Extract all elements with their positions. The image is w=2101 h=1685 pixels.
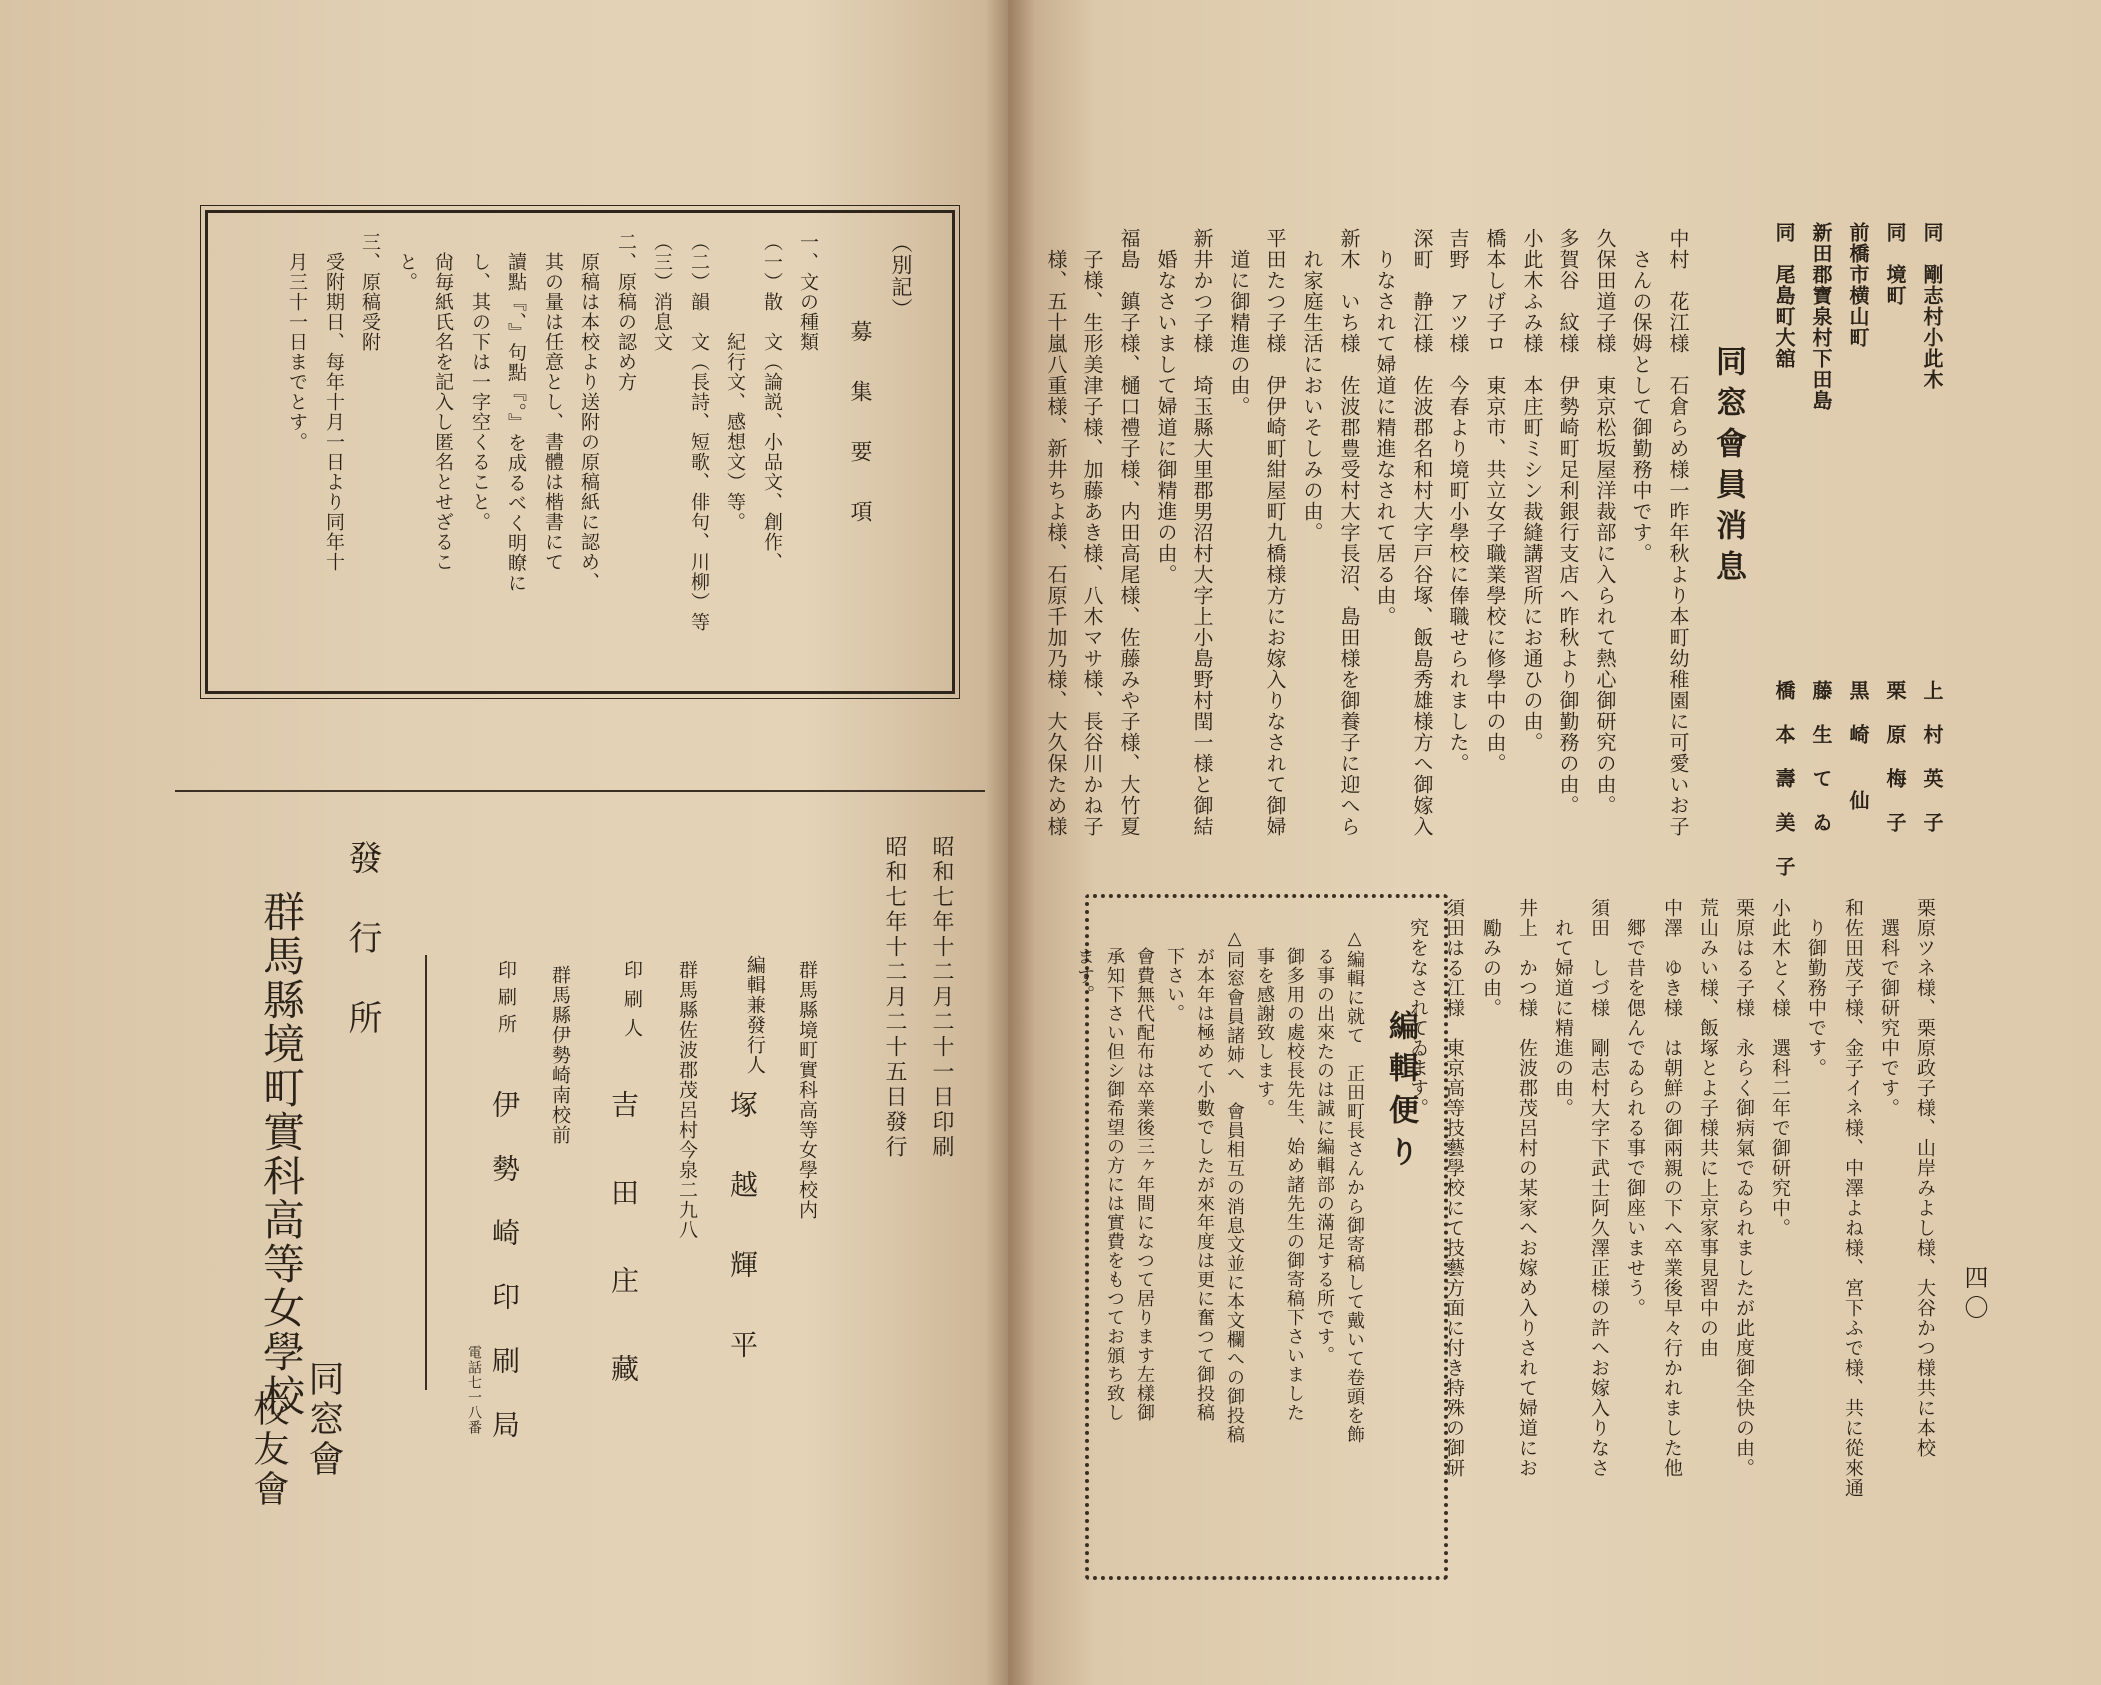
header-place: 同 剛志村小此木 bbox=[1920, 222, 1944, 390]
recruit-line: 二、原稿の認め方 bbox=[615, 232, 637, 392]
printshop-address: 群馬縣伊勢崎南校前 bbox=[549, 965, 571, 1145]
news-line: 久保田道子様 東京松坂屋洋裁部に入られて熱心御研究の由。 bbox=[1593, 228, 1617, 816]
header-name: 栗 原 梅 子 bbox=[1883, 680, 1907, 834]
news-line: 小此木とく様 選科二年で御研究中。 bbox=[1769, 898, 1791, 1238]
recruit-line: 其の量は任意とし、書體は楷書にて bbox=[542, 232, 564, 572]
header-name: 橋 本 壽 美 子 bbox=[1772, 680, 1796, 878]
recruit-line: 原稿は本校より送附の原稿紙に認め、 bbox=[578, 232, 600, 592]
recruit-line: （二）韻 文（長詩、短歌、俳句、川柳）等 bbox=[688, 232, 710, 632]
news-line: 選科で御研究中です。 bbox=[1878, 898, 1900, 1118]
news-line: 小此木ふみ様 本庄町ミシン裁縫講習所にお通ひの由。 bbox=[1520, 228, 1544, 753]
news-line: 究をなされてゐます。 bbox=[1407, 898, 1429, 1118]
book-gutter bbox=[985, 0, 1035, 1685]
publisher-name: 群馬縣境町實科高等女學校 bbox=[257, 890, 306, 1418]
news-line: 道に御精進の由。 bbox=[1227, 228, 1251, 417]
recruit-line: と。 bbox=[396, 232, 418, 292]
note-line: 御多用の處校長先生、始め諸先生の御寄稿下さいました bbox=[1284, 928, 1305, 1422]
issue-date: 昭和七年十二月二十五日發行 bbox=[882, 835, 907, 1160]
news-line: り御勤務中です。 bbox=[1805, 898, 1827, 1078]
recruit-line: 月三十一日までとす。 bbox=[286, 232, 308, 452]
recruit-line: 三、原稿受附 bbox=[359, 232, 381, 352]
publisher-org-1: 同窓會 bbox=[303, 1360, 344, 1480]
news-line: 新井かつ子様 埼玉縣大里郡男沼村大字上小島野村閏一様と御結 bbox=[1190, 228, 1214, 837]
note-line: 承知下さい但シ御希望の方には實費をもつてお頒ち致し bbox=[1104, 928, 1125, 1422]
news-line: れ家庭生活においそしみの由。 bbox=[1300, 228, 1324, 543]
note-line: 下さい。 bbox=[1164, 928, 1185, 1023]
news-line: 平田たつ子様 伊伊崎町紺屋町九橋様方にお嫁入りなされて御婦 bbox=[1263, 228, 1287, 837]
printshop-label: 印刷所 bbox=[495, 960, 517, 1041]
news-line: りなされて婦道に精進なされて居る由。 bbox=[1373, 228, 1397, 627]
news-line: 栗原はる子様 永らく御病氣でゐられましたが此度御全快の由。 bbox=[1733, 898, 1755, 1478]
news-line: 中村 花江様 石倉らめ様一昨年秋より本町幼稚園に可愛いお子 bbox=[1666, 228, 1690, 837]
colophon-vertical-rule bbox=[425, 955, 427, 1390]
news-line: 荒山みい様、飯塚とよ子様共に上京家事見習中の由 bbox=[1697, 898, 1719, 1358]
note-line: △編輯に就て 正田町長さんから御寄稿して戴いて卷頭を飾 bbox=[1344, 928, 1365, 1444]
members-section-title: 同窓會員消息 bbox=[1710, 345, 1746, 591]
recruitment-title: 募 集 要 項 bbox=[847, 320, 872, 530]
news-line: 深町 静江様 佐波郡名和村大字戸谷塚、飯島秀雄様方へ御嫁入 bbox=[1410, 228, 1434, 837]
news-line: 栗原ツネ様、栗原政子様、山岸みよし様、大谷かつ様共に本校 bbox=[1914, 898, 1936, 1458]
recruit-line: 讀點『、』句點『。』を成るべく明瞭に bbox=[505, 232, 527, 593]
news-line: 福島 鎮子様、樋口禮子様、内田高尾様、佐藤みや子様、大竹夏 bbox=[1117, 228, 1141, 837]
recruit-line: （一）散 文（論説、小品文、創作、 bbox=[761, 232, 783, 572]
recruit-line: 尙毎紙氏名を記入し匿名とせざるこ bbox=[432, 232, 454, 572]
editor-notes-title: 編輯便り bbox=[1383, 1010, 1418, 1178]
news-line: 様、五十嵐八重様、新井ちよ様、石原千加乃様、大久保ため様 bbox=[1044, 228, 1068, 837]
news-line: 吉野 アツ様 今春より境町小學校に俸職せられました。 bbox=[1446, 228, 1470, 774]
news-line: 新木 いち様 佐波郡豊受村大字長沼、島田様を御養子に迎へら bbox=[1337, 228, 1361, 837]
header-name: 上 村 英 子 bbox=[1920, 680, 1944, 834]
note-line: △同窓會員諸姉へ 會員相互の消息文並に本文欄への御投稿 bbox=[1224, 928, 1245, 1444]
recruit-line: （三）消息文 bbox=[651, 232, 673, 352]
note-line: 會費無代配布は卒業後三ヶ年間になつて居ります左樣御 bbox=[1134, 928, 1155, 1422]
header-name: 藤 生 て ゐ bbox=[1809, 680, 1833, 834]
note-line: が本年は極めて小數でしたが來年度は更に奮つて御投稿 bbox=[1194, 928, 1215, 1422]
news-line: 郷で昔を偲んでゐられる事で御座いませう。 bbox=[1624, 898, 1646, 1318]
printshop-name: 伊 勢 崎 印 刷 局 bbox=[488, 1090, 521, 1442]
header-place: 新田郡寶泉村下田島 bbox=[1809, 222, 1833, 411]
news-line: 多賀谷 紋様 伊勢崎町足利銀行支店へ昨秋より御勤務の由。 bbox=[1556, 228, 1580, 816]
recruit-line: 一、文の種類 bbox=[797, 232, 819, 352]
printer-address: 群馬縣佐波郡茂呂村今泉二九八 bbox=[676, 960, 698, 1240]
publisher-org-2: 校友會 bbox=[248, 1390, 289, 1510]
publisher-label: 發 行 所 bbox=[342, 840, 382, 1040]
header-place: 前橋市横山町 bbox=[1846, 222, 1870, 348]
news-line: 勵みの由。 bbox=[1480, 898, 1502, 1018]
header-name: 黒 崎 仙 bbox=[1846, 680, 1870, 812]
editor-label: 編輯兼發行人 bbox=[743, 955, 766, 1075]
note-line: 事を感謝致します。 bbox=[1254, 928, 1275, 1118]
colophon-divider bbox=[175, 790, 985, 792]
printer-label: 印刷人 bbox=[621, 960, 643, 1047]
news-line: 和佐田茂子様、金子イネ様、中澤よね様、宮下ふで様、共に從來通 bbox=[1842, 898, 1864, 1498]
news-line: 須田はる江様 東京高等技藝學校にて技藝方面に付き特殊の御研 bbox=[1443, 898, 1465, 1478]
news-line: さんの保姆として御勤務中です。 bbox=[1629, 228, 1653, 564]
printer-name: 吉 田 庄 藏 bbox=[607, 1090, 640, 1398]
news-line: 子様、生形美津子様、加藤あき様、八木マサ様、長谷川かね子 bbox=[1080, 228, 1104, 837]
header-place: 同 尾島町大舘 bbox=[1772, 222, 1796, 369]
header-place: 同 境町 bbox=[1883, 222, 1907, 306]
recruit-line: 紀行文、感想文）等。 bbox=[724, 232, 746, 532]
recruit-line: し、其の下は一字空くること。 bbox=[469, 232, 491, 532]
news-line: 婚なさいまして婦道に御精進の由。 bbox=[1154, 228, 1178, 585]
note-line: る事の出來たのは誠に編輯部の滿足する所です。 bbox=[1314, 928, 1335, 1365]
recruitment-label: （別記） bbox=[889, 232, 913, 320]
news-line: 井上 かつ様 佐波郡茂呂村の某家へお嫁め入りされて婦道にお bbox=[1516, 898, 1538, 1478]
news-line: 橋本しげ子ロ 東京市、共立女子職業學校に修學中の由。 bbox=[1483, 228, 1507, 774]
editor-name: 塚 越 輝 平 bbox=[726, 1090, 759, 1370]
printshop-phone: 電話七一八番 bbox=[466, 1345, 482, 1435]
recruit-line: 受附期日、每年十月一日より同年十 bbox=[323, 232, 345, 572]
note-line: ます。 bbox=[1074, 928, 1095, 1004]
editor-address: 群馬縣境町實科高等女學校内 bbox=[796, 960, 818, 1220]
news-line: 須田 しづ様 剛志村大字下武士阿久澤正様の許へお嫁入りなさ bbox=[1588, 898, 1610, 1478]
print-date: 昭和七年十二月二十一日印刷 bbox=[929, 835, 954, 1160]
news-line: 中澤 ゆき様 は朝鮮の御兩親の下へ卒業後早々行かれました他 bbox=[1661, 898, 1683, 1478]
news-line: れて婦道に精進の由。 bbox=[1552, 898, 1574, 1118]
page-number: 四〇 bbox=[1960, 1265, 1988, 1325]
